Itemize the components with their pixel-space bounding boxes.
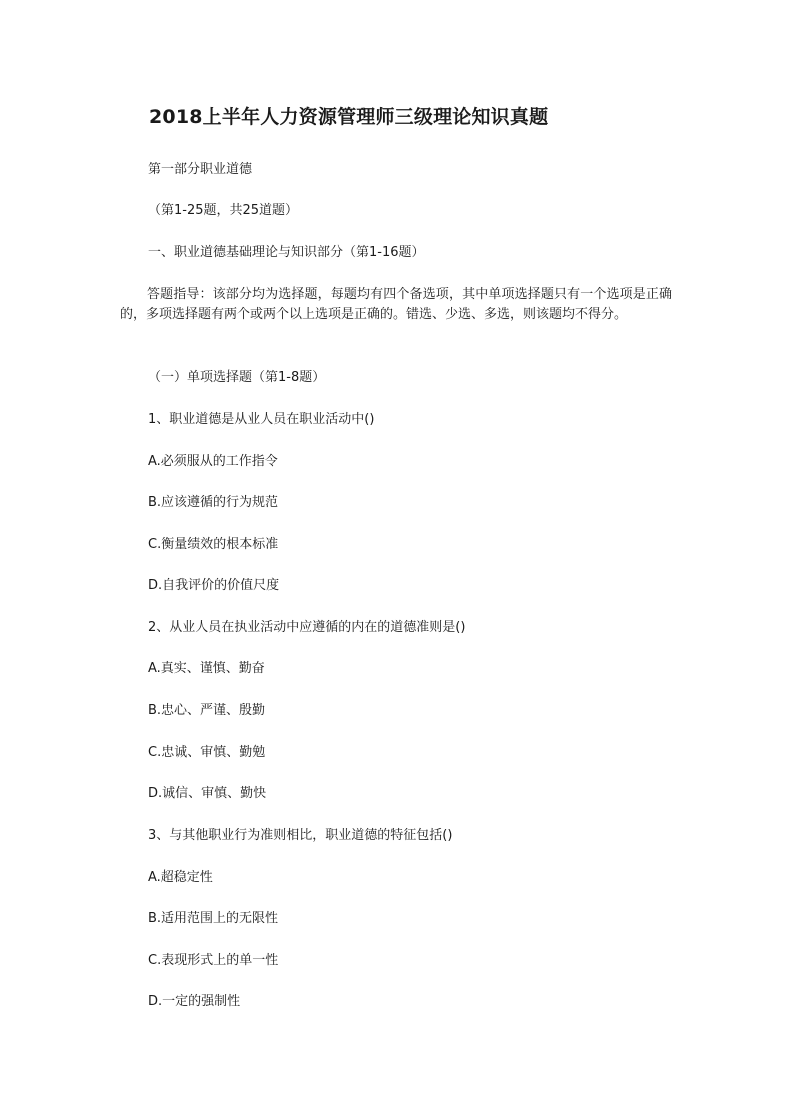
question-option: C.忠诚、审慎、勤勉 [148, 745, 266, 760]
question-option: D.诚信、审慎、勤快 [148, 786, 267, 801]
question-option: D.自我评价的价值尺度 [148, 578, 280, 593]
part-range: （第1-25题，共25道题） [148, 203, 299, 218]
question-option: A.必须服从的工作指令 [148, 454, 278, 469]
instructions-paragraph: 答题指导：该部分均为选择题，每题均有四个备选项，其中单项选择题只有一个选项是正确的，多项选择题有两个或两个以上选项是正确的。错选、少选、多选，则该题均不得分。 [120, 287, 672, 322]
question-option: C.表现形式上的单一性 [148, 953, 279, 968]
question-option: C.衡量绩效的根本标准 [148, 537, 279, 552]
page-title: 2018上半年人力资源管理师三级理论知识真题 [149, 106, 549, 128]
question-stem: 1、职业道德是从业人员在职业活动中() [148, 412, 375, 427]
question-option: B.应该遵循的行为规范 [148, 495, 279, 510]
question-stem: 2、从业人员在执业活动中应遵循的内在的道德准则是() [148, 620, 466, 635]
subsection-heading: （一）单项选择题（第1-8题） [148, 370, 326, 385]
question-option: B.适用范围上的无限性 [148, 911, 279, 926]
question-option: A.超稳定性 [148, 870, 213, 885]
part-heading: 第一部分职业道德 [148, 162, 253, 177]
section-heading: 一、职业道德基础理论与知识部分（第1-16题） [148, 245, 425, 260]
question-stem: 3、与其他职业行为准则相比，职业道德的特征包括() [148, 828, 453, 843]
question-option: D.一定的强制性 [148, 994, 241, 1009]
question-option: B.忠心、严谨、殷勤 [148, 703, 266, 718]
question-option: A.真实、谨慎、勤奋 [148, 661, 265, 676]
